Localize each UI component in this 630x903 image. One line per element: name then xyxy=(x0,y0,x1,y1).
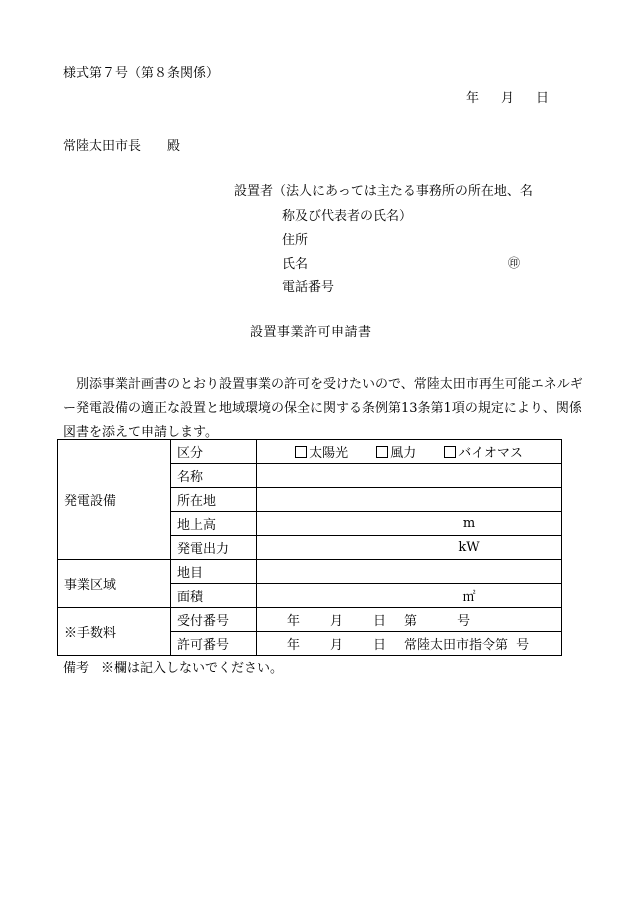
land-category-label: 地目 xyxy=(171,560,257,584)
facility-name-field[interactable] xyxy=(257,464,562,488)
table-row xyxy=(58,440,562,464)
reception-number-field: 年 月 日 第 号 xyxy=(257,608,562,632)
facility-location-field[interactable] xyxy=(257,488,562,512)
facility-name-label: 名称 xyxy=(171,464,257,488)
output-field[interactable] xyxy=(257,536,562,560)
date-day-label: 日 xyxy=(536,91,550,106)
table-row xyxy=(58,560,562,584)
addressee xyxy=(63,140,180,153)
address-label: 住所 xyxy=(282,233,309,248)
form-number-label: 様式第７号（第８条関係） xyxy=(63,66,220,81)
date-line xyxy=(466,92,549,105)
remarks-label: 備考 xyxy=(63,661,90,676)
height-field[interactable] xyxy=(257,512,562,536)
checkbox-icon[interactable] xyxy=(295,446,307,458)
document-title: 設置事業許可申請書 xyxy=(250,325,372,340)
land-category-field[interactable] xyxy=(257,560,562,584)
seal-icon: ㊞ xyxy=(508,256,521,270)
permit-number-field: 年 月 日 常陸太田市指令第 号 xyxy=(257,632,562,656)
applicant-heading: 設置者（法人にあっては主たる事務所の所在地、名 xyxy=(234,184,533,199)
addressee-name: 常陸太田市長 xyxy=(63,139,142,154)
date-year-label: 年 xyxy=(466,91,480,106)
addressee-honorific: 殿 xyxy=(167,139,181,154)
facility-location-label: 所在地 xyxy=(171,488,257,512)
height-label: 地上高 xyxy=(171,512,257,536)
permit-number-label: 許可番号 xyxy=(171,632,257,656)
body-paragraph: 別添事業計画書のとおり設置事業の許可を受けたいので、常陸太田市再生可能エネルギー発電設備の適正な設置と地域環境の保全に関する条例第13条第1項の規定により、関係図書を添えて申請します。 xyxy=(63,377,583,440)
fee-group-label: ※手数料 xyxy=(58,608,171,656)
category-option-biomass[interactable]: バイオマス xyxy=(444,446,523,461)
category-option-solar[interactable]: 太陽光 xyxy=(295,446,348,461)
facility-group-label: 発電設備 xyxy=(58,440,171,560)
remarks xyxy=(63,662,283,675)
area-size-field[interactable] xyxy=(257,584,562,608)
area-size-label: 面積 xyxy=(171,584,257,608)
application-table xyxy=(57,439,562,656)
category-label: 区分 xyxy=(171,440,257,464)
checkbox-icon[interactable] xyxy=(376,446,388,458)
date-month-label: 月 xyxy=(501,91,515,106)
category-options xyxy=(257,440,562,464)
output-label: 発電出力 xyxy=(171,536,257,560)
remarks-text: ※欄は記入しないでください。 xyxy=(101,661,284,676)
height-unit: m xyxy=(462,516,476,531)
output-unit: kW xyxy=(458,540,480,555)
table-row xyxy=(58,608,562,632)
checkbox-icon[interactable] xyxy=(444,446,456,458)
phone-label: 電話番号 xyxy=(282,280,335,295)
category-option-wind[interactable]: 風力 xyxy=(376,446,416,461)
reception-number-label: 受付番号 xyxy=(171,608,257,632)
name-label: 氏名 xyxy=(282,257,309,272)
area-group-label: 事業区域 xyxy=(58,560,171,608)
applicant-heading-continued: 称及び代表者の氏名） xyxy=(282,209,413,224)
area-unit: ㎡ xyxy=(462,590,476,605)
